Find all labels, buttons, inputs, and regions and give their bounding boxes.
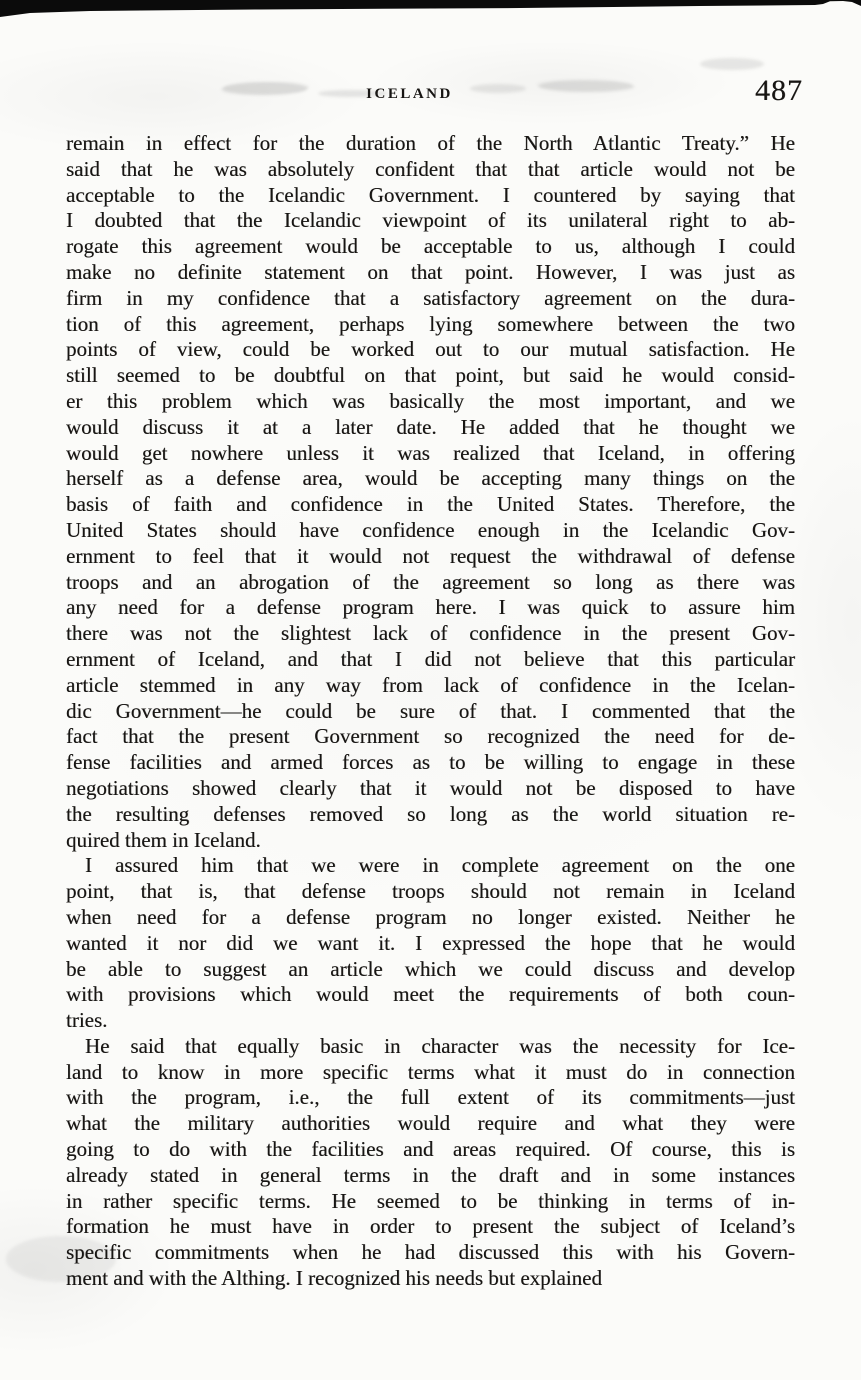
text-line: I assured him that we were in complete agreement on the one: [85, 853, 795, 878]
text-line: herself as a defense area, would be accepting many things on the: [66, 466, 795, 491]
text-line: basis of faith and confidence in the United States. Therefore, the: [66, 492, 795, 517]
text-line: be able to suggest an article which we could discuss and develop: [66, 956, 795, 981]
text-line: troops and an abrogation of the agreement so long as there was: [66, 569, 795, 594]
text-line: ment and with the Althing. I recognized his needs but explained: [66, 1266, 602, 1291]
text-line: fact that the present Government so recognized the need for de-: [66, 724, 795, 749]
text-line: would discuss it at a later date. He added that he thought we: [66, 414, 795, 439]
text-line: points of view, could be worked out to our mutual satisfaction. He: [66, 337, 795, 362]
paragraph: [66, 1034, 795, 1292]
text-line: He said that equally basic in character was the necessity for Ice-: [85, 1033, 795, 1058]
text-line: in rather specific terms. He seemed to be thinking in terms of in-: [66, 1188, 795, 1213]
text-line: acceptable to the Icelandic Government. I countered by saying that: [66, 182, 795, 207]
text-line: with the program, i.e., the full extent of its commitments—just: [66, 1085, 795, 1110]
text-line: er this problem which was basically the most important, and we: [66, 388, 795, 413]
text-line: ernment to feel that it would not request the withdrawal of defense: [66, 543, 795, 568]
text-line: make no definite statement on that point. However, I was just as: [66, 259, 795, 284]
text-line: land to know in more specific terms what it must do in connection: [66, 1059, 795, 1084]
text-line: specific commitments when he had discussed this with his Govern-: [66, 1240, 795, 1265]
text-line: negotiations showed clearly that it would not be disposed to have: [66, 775, 795, 800]
scan-smudge: [700, 58, 764, 70]
text-line: with provisions which would meet the requirements of both coun-: [66, 982, 795, 1007]
text-line: United States should have confidence enough in the Icelandic Gov-: [66, 517, 795, 542]
page-number: 487: [755, 74, 803, 107]
text-line: would get nowhere unless it was realized that Iceland, in offering: [66, 440, 795, 465]
text-line: fense facilities and armed forces as to be willing to engage in these: [66, 750, 795, 775]
text-line: point, that is, that defense troops should not remain in Iceland: [66, 879, 795, 904]
text-line: quired them in Iceland.: [66, 827, 261, 852]
text-line: formation he must have in order to present the subject of Iceland’s: [66, 1214, 795, 1239]
page-body: [66, 131, 795, 1292]
text-line: any need for a defense program here. I was quick to assure him: [66, 595, 795, 620]
running-title: ICELAND: [366, 86, 453, 102]
text-line: already stated in general terms in the draft and in some instances: [66, 1162, 795, 1187]
text-line: wanted it nor did we want it. I expressed the hope that he would: [66, 930, 795, 955]
text-line: remain in effect for the duration of the North Atlantic Treaty.” He: [66, 131, 795, 155]
text-line: still seemed to be doubtful on that point, but said he would consid-: [66, 363, 795, 388]
text-line: article stemmed in any way from lack of confidence in the Icelan-: [66, 672, 795, 697]
text-line: tries.: [66, 1008, 108, 1033]
text-line: said that he was absolutely confident that that article would not be: [66, 156, 795, 181]
text-line: going to do with the facilities and areas required. Of course, this is: [66, 1137, 795, 1162]
text-line: rogate this agreement would be acceptable to us, although I could: [66, 234, 795, 259]
scan-edge-artifact: [0, 0, 861, 20]
text-line: the resulting defenses removed so long as the world situation re-: [66, 801, 795, 826]
paragraph: [66, 131, 795, 853]
text-line: when need for a defense program no longer existed. Neither he: [66, 904, 795, 929]
text-line: I doubted that the Icelandic viewpoint of its unilateral right to ab-: [66, 208, 795, 233]
text-line: there was not the slightest lack of confidence in the present Gov-: [66, 621, 795, 646]
text-line: ernment of Iceland, and that I did not believe that this particular: [66, 646, 795, 671]
text-line: tion of this agreement, perhaps lying somewhere between the two: [66, 311, 795, 336]
text-line: firm in my confidence that a satisfactory agreement on the dura-: [66, 285, 795, 310]
text-line: what the military authorities would require and what they were: [66, 1111, 795, 1136]
text-line: dic Government—he could be sure of that. I commented that the: [66, 698, 795, 723]
paragraph: [66, 853, 795, 1034]
